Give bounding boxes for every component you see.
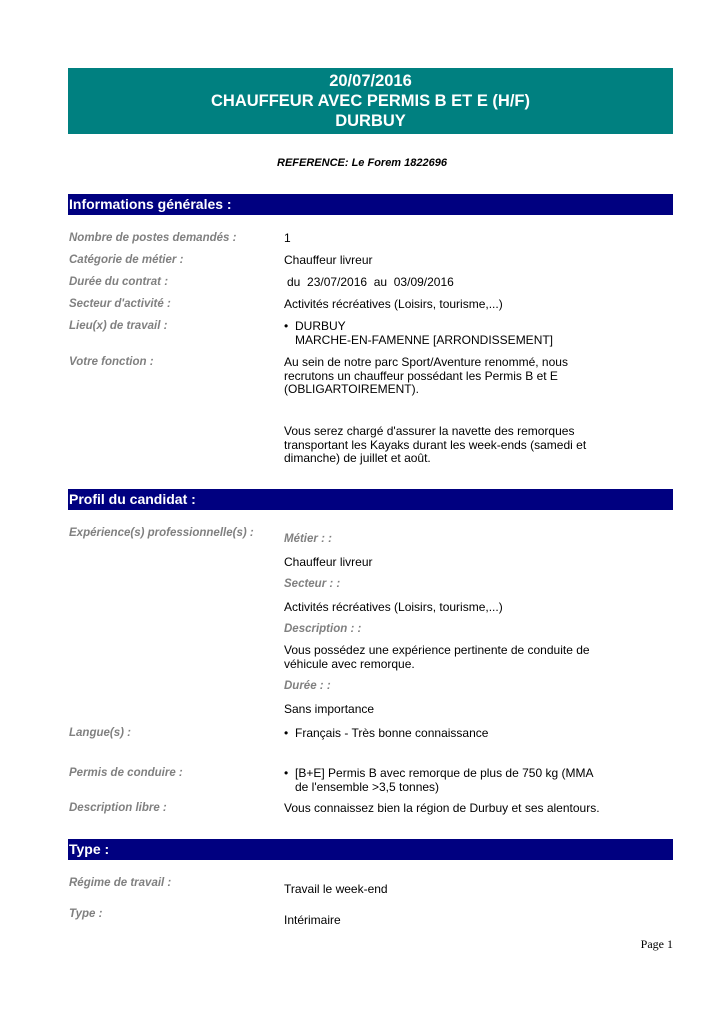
categorie-value: Chauffeur livreur (284, 253, 373, 267)
lieu-line-2: MARCHE-EN-FAMENNE [ARRONDISSEMENT] (295, 332, 554, 347)
description-value: Vous possédez une expérience pertinente de conduite de véhicule avec remorque. (284, 643, 590, 671)
job-city: DURBUY (335, 112, 406, 130)
langues-label: Langue(s) : (69, 727, 131, 739)
langue-item: • Français - Très bonne connaissance (284, 727, 614, 741)
page-number: Page 1 (640, 937, 673, 951)
regime-label: Régime de travail : (69, 877, 172, 889)
metier-label: Métier : : (284, 533, 332, 545)
posting-date: 20/07/2016 (329, 72, 412, 90)
fonction-paragraph-2: Vous serez chargé d'assurer la navette des remorques transportant les Kayaks durant les week-ends (samedi et dimanche) de juillet et août. (284, 424, 587, 465)
metier-value: Chauffeur livreur (284, 555, 373, 569)
postes-value: 1 (284, 231, 291, 245)
secteur-label: Secteur : : (284, 578, 341, 590)
fonction-label: Votre fonction : (69, 356, 154, 368)
lieu-line-1: • DURBUY (295, 319, 346, 333)
secteur-activite-label: Secteur d'activité : (69, 298, 171, 310)
fonction-paragraph-1: Au sein de notre parc Sport/Aventure renommé, nous recrutons un chauffeur possédant les Permis B et E (OBLIGARTOIREMENT). (284, 355, 568, 396)
langues-list (284, 727, 614, 741)
secteur-activite-value: Activités récréatives (Loisirs, tourisme,...) (284, 297, 503, 311)
permis-label: Permis de conduire : (69, 767, 183, 779)
duree-contrat-label: Durée du contrat : (69, 276, 169, 288)
description-label: Description : : (284, 623, 362, 635)
permis-item: • [B+E] Permis B avec remorque de plus de 750 kg (MMA de l'ensemble >3,5 tonnes) (284, 767, 606, 794)
secteur-value: Activités récréatives (Loisirs, tourisme,...) (284, 600, 503, 614)
section-profil-heading: Profil du candidat : (68, 489, 673, 510)
type-label: Type : (69, 908, 103, 920)
duree-contrat-value: du 23/07/2016 au 03/09/2016 (287, 275, 454, 289)
section-general-heading: Informations générales : (68, 194, 673, 215)
regime-value: Travail le week-end (284, 882, 388, 896)
reference: REFERENCE: Le Forem 1822696 (277, 157, 447, 169)
lieu-travail-label: Lieu(x) de travail : (69, 320, 168, 332)
job-title: CHAUFFEUR AVEC PERMIS B ET E (H/F) (210, 92, 530, 110)
postes-label: Nombre de postes demandés : (69, 232, 237, 244)
type-value: Intérimaire (284, 913, 341, 927)
lieu-travail-list (284, 320, 614, 347)
description-libre-value: Vous connaissez bien la région de Durbuy et ses alentours. (284, 801, 600, 815)
categorie-label: Catégorie de métier : (69, 254, 184, 266)
lieu-item (284, 320, 614, 347)
experience-label: Expérience(s) professionnelle(s) : (69, 527, 254, 539)
duree-value: Sans importance (284, 702, 375, 716)
duree-label: Durée : : (284, 680, 331, 692)
description-libre-label: Description libre : (69, 802, 167, 814)
section-type-heading: Type : (68, 839, 673, 860)
permis-list (284, 767, 606, 794)
title-banner (68, 68, 673, 134)
